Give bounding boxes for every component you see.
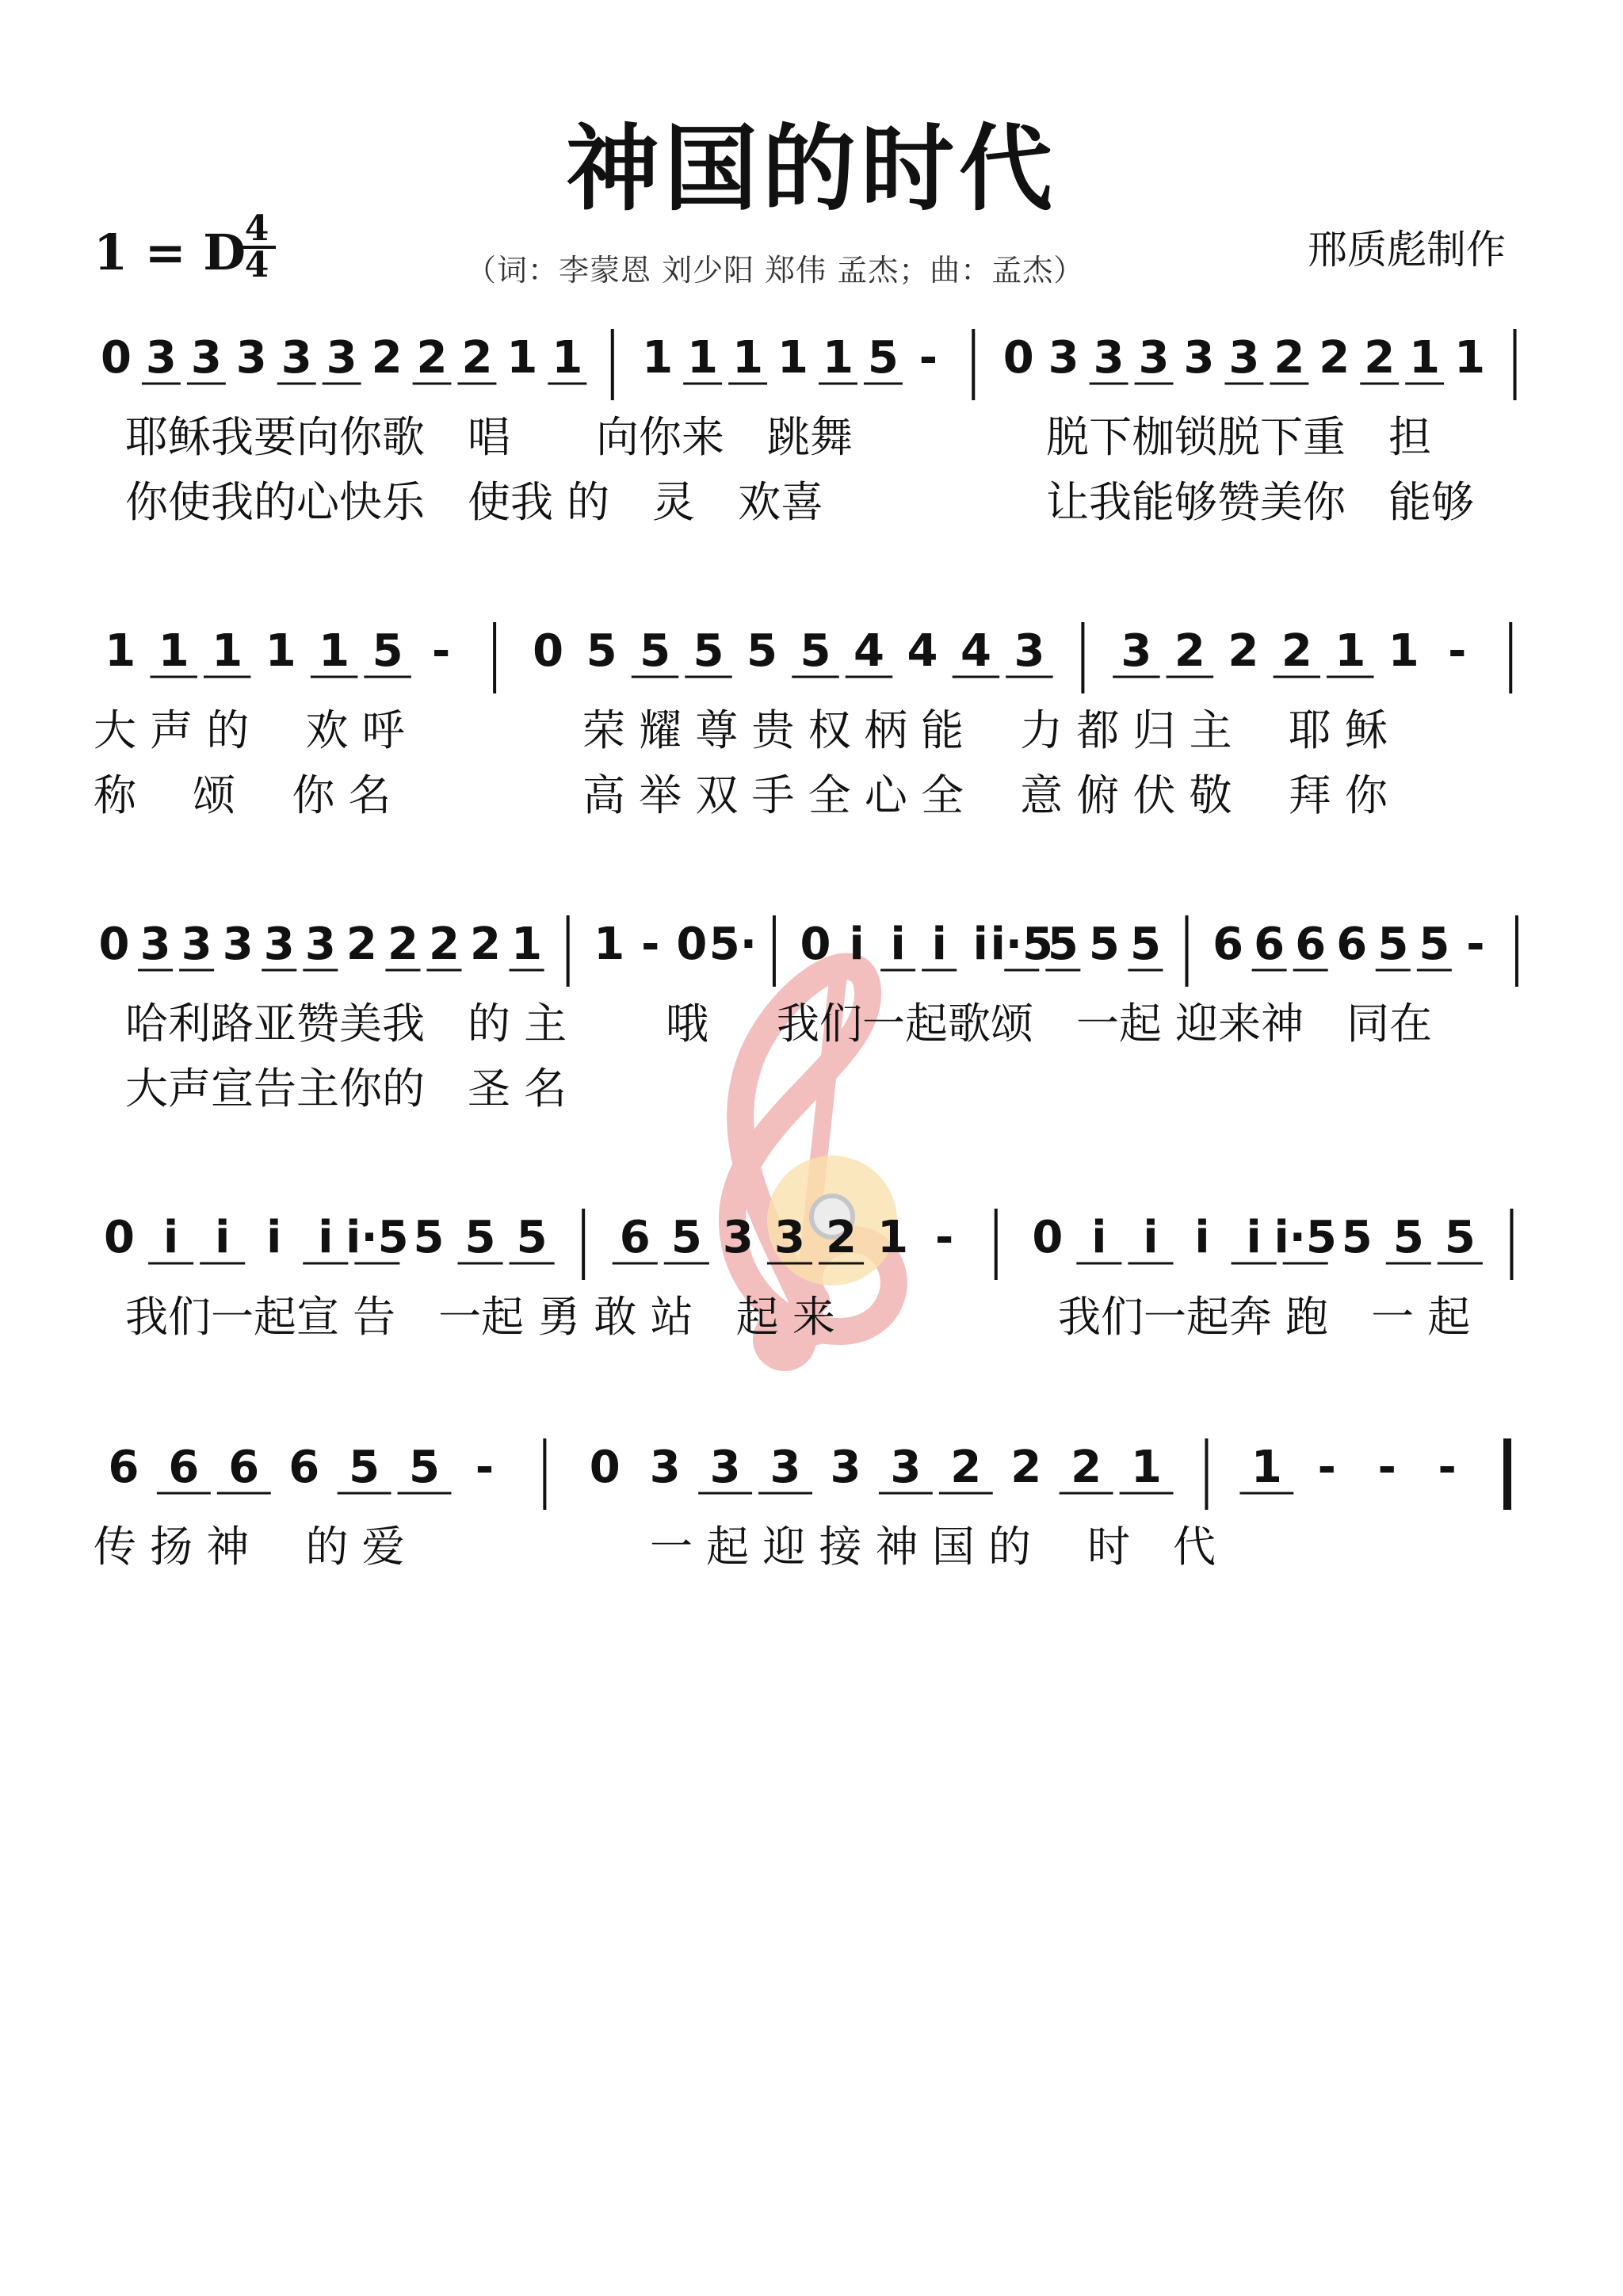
lyric-line: 高 举 双 手 全 心 全 意 俯 伏 敬 拜 你 — [582, 770, 1388, 820]
note: i — [1143, 1212, 1159, 1263]
note: 0 — [1002, 332, 1034, 384]
note: i — [266, 1212, 282, 1263]
note: 1 — [319, 625, 350, 677]
maker-signature: 邢质彪制作 — [1308, 227, 1506, 273]
note: 6 — [1254, 919, 1285, 970]
note: 3 — [222, 919, 254, 970]
note: 1 — [552, 332, 583, 384]
note: 6 — [1212, 919, 1244, 970]
lyric-line: 让我能够赞美你 能够 — [1046, 477, 1474, 527]
lyric-line: 大 声 的 欢 呼 — [94, 705, 405, 755]
note: 6 — [288, 1442, 320, 1493]
note: 3 — [890, 1442, 922, 1493]
note: 5 — [586, 625, 617, 677]
note: 5 — [516, 1212, 548, 1263]
note: 5 — [693, 625, 724, 677]
note: 0 — [98, 919, 130, 970]
note: 3 — [1093, 332, 1125, 384]
note: 5 — [1392, 1212, 1424, 1263]
note: 3 — [1138, 332, 1170, 384]
note: 2 — [826, 1212, 857, 1263]
note: - — [935, 1212, 954, 1263]
note: - — [432, 625, 451, 677]
note: 6 — [1295, 919, 1327, 970]
note: 1 — [1251, 1442, 1282, 1493]
note: 3 — [190, 332, 222, 384]
song-title: 神国的时代 — [565, 113, 1057, 223]
note: 5 — [1088, 919, 1120, 970]
note: 2 — [470, 919, 502, 970]
note: 2 — [950, 1442, 982, 1493]
note: - — [1377, 1442, 1396, 1493]
note: i — [1246, 1212, 1262, 1263]
note: 2 — [416, 332, 448, 384]
note: 0 — [676, 919, 708, 970]
note: - — [918, 332, 938, 384]
note: i — [1194, 1212, 1210, 1263]
note: 1 — [1454, 332, 1486, 384]
note: 3 — [1014, 625, 1045, 677]
note: 2 — [1319, 332, 1350, 384]
note: 3 — [145, 332, 177, 384]
note: 2 — [1071, 1442, 1102, 1493]
note: 0 — [533, 625, 564, 677]
time-signature-top: 4 — [238, 212, 276, 249]
note: 2 — [371, 332, 403, 384]
note: 1 — [511, 919, 543, 970]
lyric-line: 大声宣告主你的 圣 名 — [125, 1064, 567, 1114]
note: 3 — [281, 332, 312, 384]
note: 2 — [429, 919, 460, 970]
note: i·5 — [346, 1212, 409, 1263]
note: 1 — [1335, 625, 1366, 677]
note: 2 — [1228, 625, 1259, 677]
note: 3 — [1183, 332, 1215, 384]
note: 1 — [105, 625, 136, 677]
note: 4 — [907, 625, 938, 677]
note: 5 — [464, 1212, 496, 1263]
lyric-line: 传 扬 神 的 爱 — [94, 1522, 405, 1572]
note: 0 — [589, 1442, 621, 1493]
note: 2 — [461, 332, 493, 384]
lyric-line: 哈利路亚赞美我 的 主 — [125, 999, 567, 1049]
note: i — [318, 1212, 334, 1263]
note: 1 — [506, 332, 538, 384]
note: i — [163, 1212, 179, 1263]
note: 0 — [1032, 1212, 1064, 1263]
note: 6 — [168, 1442, 200, 1493]
note: 1 — [158, 625, 189, 677]
time-signature-bottom: 4 — [244, 245, 269, 285]
note: 1 — [877, 1212, 909, 1263]
note: i — [1091, 1212, 1107, 1263]
lyric-line: 你使我的心快乐 使我 的 灵 欢喜 — [125, 477, 824, 527]
note: 1 — [822, 332, 854, 384]
lyric-line: 称 颂 你 名 — [94, 770, 391, 820]
lyric-line: 我们一起奔 跑 一 起 — [1058, 1292, 1471, 1342]
note: 0 — [104, 1212, 136, 1263]
credits-line: （词：李蒙恩 刘少阳 郑伟 孟杰；曲：孟杰） — [466, 253, 1085, 288]
note: - — [641, 919, 660, 970]
note: 5 — [670, 1212, 702, 1263]
note: 3 — [139, 919, 171, 970]
note: 6 — [1336, 919, 1368, 970]
note: 2 — [1274, 332, 1305, 384]
note: 3 — [1121, 625, 1152, 677]
lyric-line: 哦 — [666, 999, 708, 1049]
note: 2 — [1364, 332, 1396, 384]
note: 2 — [1281, 625, 1312, 677]
note: - — [1448, 625, 1467, 677]
note: 3 — [709, 1442, 741, 1493]
lyric-line: 脱下枷锁脱下重 担 — [1046, 412, 1431, 462]
note: 0 — [800, 919, 831, 970]
lyric-line: 我们一起歌颂 一起 迎来神 同在 — [777, 999, 1433, 1049]
note: 3 — [1228, 332, 1260, 384]
note: 3 — [326, 332, 357, 384]
key-signature: 1 = D — [94, 223, 246, 281]
note: 1 — [777, 332, 809, 384]
note: 3 — [769, 1442, 801, 1493]
note: 5 — [413, 1212, 445, 1263]
note: 2 — [1174, 625, 1205, 677]
note: 3 — [304, 919, 336, 970]
note: i·5 — [1274, 1212, 1337, 1263]
note: 3 — [263, 919, 295, 970]
note: 5 — [867, 332, 899, 384]
note: 1 — [642, 332, 674, 384]
note: 2 — [346, 919, 377, 970]
note: 4 — [853, 625, 884, 677]
note: 1 — [594, 919, 625, 970]
note: 2 — [1010, 1442, 1042, 1493]
note: 3 — [235, 332, 267, 384]
lyric-line: 一 起 迎 接 神 国 的 时 代 — [650, 1522, 1216, 1572]
note: 5 — [640, 625, 671, 677]
note: 3 — [1048, 332, 1079, 384]
lyric-line: 我们一起宣 告 一起 勇 敢 站 起 来 — [125, 1292, 835, 1342]
note: - — [1466, 919, 1485, 970]
note: i — [849, 919, 865, 970]
note: 5 — [1444, 1212, 1476, 1263]
note: 5 — [349, 1442, 380, 1493]
note: 3 — [722, 1212, 754, 1263]
note: 5 — [1419, 919, 1450, 970]
note: 5 — [372, 625, 403, 677]
note: 3 — [773, 1212, 805, 1263]
note: 3 — [649, 1442, 681, 1493]
note: 6 — [619, 1212, 651, 1263]
note: 1 — [732, 332, 764, 384]
note: 3 — [830, 1442, 861, 1493]
note: 5 — [1047, 919, 1079, 970]
note: 0 — [100, 332, 132, 384]
note: i — [215, 1212, 231, 1263]
note: 1 — [687, 332, 719, 384]
note: 2 — [387, 919, 418, 970]
note: - — [1317, 1442, 1336, 1493]
note: 5 — [1341, 1212, 1373, 1263]
note: 6 — [228, 1442, 260, 1493]
note: - — [1438, 1442, 1457, 1493]
note: - — [475, 1442, 495, 1493]
note: i — [972, 919, 988, 970]
note: 5 — [1129, 919, 1161, 970]
note: 5· — [708, 919, 758, 970]
note: 5 — [747, 625, 778, 677]
note: 1 — [1388, 625, 1419, 677]
note: 5 — [409, 1442, 441, 1493]
note: 5 — [1377, 919, 1409, 970]
note: 5 — [800, 625, 831, 677]
lyric-line: 荣 耀 尊 贵 权 柄 能 力 都 归 主 耶 稣 — [582, 705, 1388, 755]
note: 1 — [265, 625, 296, 677]
note: i — [890, 919, 906, 970]
note: 4 — [960, 625, 991, 677]
note: 3 — [181, 919, 212, 970]
note: 1 — [1409, 332, 1441, 384]
note: 1 — [1131, 1442, 1163, 1493]
note: i — [931, 919, 947, 970]
note: 6 — [108, 1442, 139, 1493]
note: i·5 — [990, 919, 1054, 970]
lyric-line: 耶稣我要向你歌 唱 向你来 跳舞 — [125, 412, 853, 462]
note: 1 — [212, 625, 243, 677]
